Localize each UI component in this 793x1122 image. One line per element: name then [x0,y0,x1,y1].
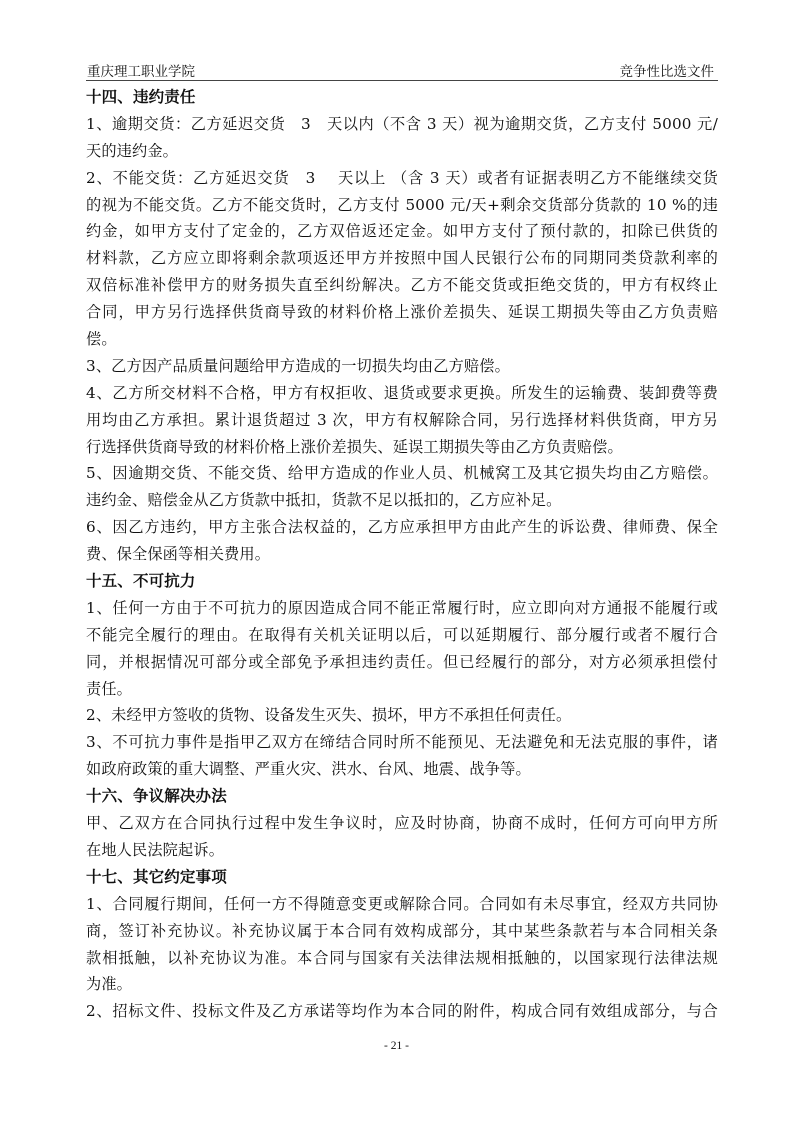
text-line: 用均由乙方承担。累计退货超过 3 次，甲方有权解除合同，另行选择材料供货商，甲方另 [86,410,718,429]
text-line: 3、不可抗力事件是指甲乙双方在缔结合同时所不能预见、无法避免和无法克服的事件，诸 [86,733,718,752]
text-line: 1、合同履行期间，任何一方不得随意变更或解除合同。合同如有未尽事宜，经双方共同协 [86,894,718,913]
text-line: 5、因逾期交货、不能交货、给甲方造成的作业人员、机械窝工及其它损失均由乙方赔偿。 [86,464,718,483]
text-line: 商，签订补充协议。补充协议属于本合同有效构成部分，其中某些条款若与本合同相关条 [86,921,718,940]
text-line: 6、因乙方违约，甲方主张合法权益的，乙方应承担甲方由此产生的诉讼费、律师费、保全 [86,518,718,537]
text-line: 4、乙方所交材料不合格，甲方有权拒收、退货或要求更换。所发生的运输费、装卸费等费 [86,383,718,402]
text-line: 1、任何一方由于不可抗力的原因造成合同不能正常履行时，应立即向对方通报不能履行或 [86,598,718,617]
text-line: 违约金、赔偿金从乙方货款中抵扣，货款不足以抵扣的，乙方应补足。 [86,491,562,510]
text-line: 为准。 [86,975,133,994]
text-line: 双倍标准补偿甲方的财务损失直至纠纷解决。乙方不能交货或拒绝交货的，甲方有权终止 [86,276,718,295]
text-line: 甲、乙双方在合同执行过程中发生争议时，应及时协商，协商不成时，任何方可向甲方所 [86,814,718,833]
text-line: 约金，如甲方支付了定金的，乙方双倍返还定金。如甲方支付了预付款的，扣除已供货的 [86,222,718,241]
document-body [86,84,718,1025]
text-line: 偿。 [86,330,117,349]
text-line: 不能完全履行的理由。在取得有关机关证明以后，可以延期履行、部分履行或者不履行合 [86,625,718,644]
section-heading: 十五、不可抗力 [86,572,196,591]
page-number: - 21 - [384,1040,409,1052]
text-line: 责任。 [86,679,133,698]
text-line: 在地人民法院起诉。 [86,840,225,859]
text-line: 天的违约金。 [86,141,179,160]
header-doc-type: 竞争性比选文件 [619,64,714,80]
text-line: 费、保全保函等相关费用。 [86,545,271,564]
section-heading: 十七、其它约定事项 [86,867,227,886]
section-heading: 十六、争议解决办法 [86,787,227,806]
text-line: 合同，甲方另行选择供货商导致的材料价格上涨价差损失、延误工期损失等由乙方负责赔 [86,303,718,322]
text-line: 行选择供货商导致的材料价格上涨价差损失、延误工期损失等由乙方负责赔偿。 [86,437,623,456]
text-line: 材料款，乙方应立即将剩余款项返还甲方并按照中国人民银行公布的同期同类贷款利率的 [86,249,718,268]
text-line: 2、未经甲方签收的货物、设备发生灭失、损坏，甲方不承担任何责任。 [86,706,572,725]
header-institution: 重庆理工职业学院 [87,64,195,80]
text-line: 3、乙方因产品质量问题给甲方造成的一切损失均由乙方赔偿。 [86,356,510,375]
text-line: 如政府政策的重大调整、严重火灾、洪水、台风、地震、战争等。 [86,760,531,779]
text-line: 款相抵触，以补充协议为准。本合同与国家有关法律法规相抵触的，以国家现行法律法规 [86,948,718,967]
text-line: 同，并根据情况可部分或全部免予承担违约责任。但已经履行的部分，对方必须承担偿付 [86,652,718,671]
text-line: 1、逾期交货：乙方延迟交货 3 天以内（不含 3 天）视为逾期交货，乙方支付 5000 元/ [86,114,718,133]
section-heading: 十四、违约责任 [86,88,196,106]
page-header [86,60,718,81]
text-line: 2、招标文件、投标文件及乙方承诺等均作为本合同的附件，构成合同有效组成部分，与合 [86,1002,718,1021]
text-line: 2、不能交货：乙方延迟交货 3 天以上 （含 3 天）或者有证据表明乙方不能继续交货 [86,168,718,187]
text-line: 的视为不能交货。乙方不能交货时，乙方支付 5000 元/天+剩余交货部分货款的 10 %的违 [86,195,718,214]
